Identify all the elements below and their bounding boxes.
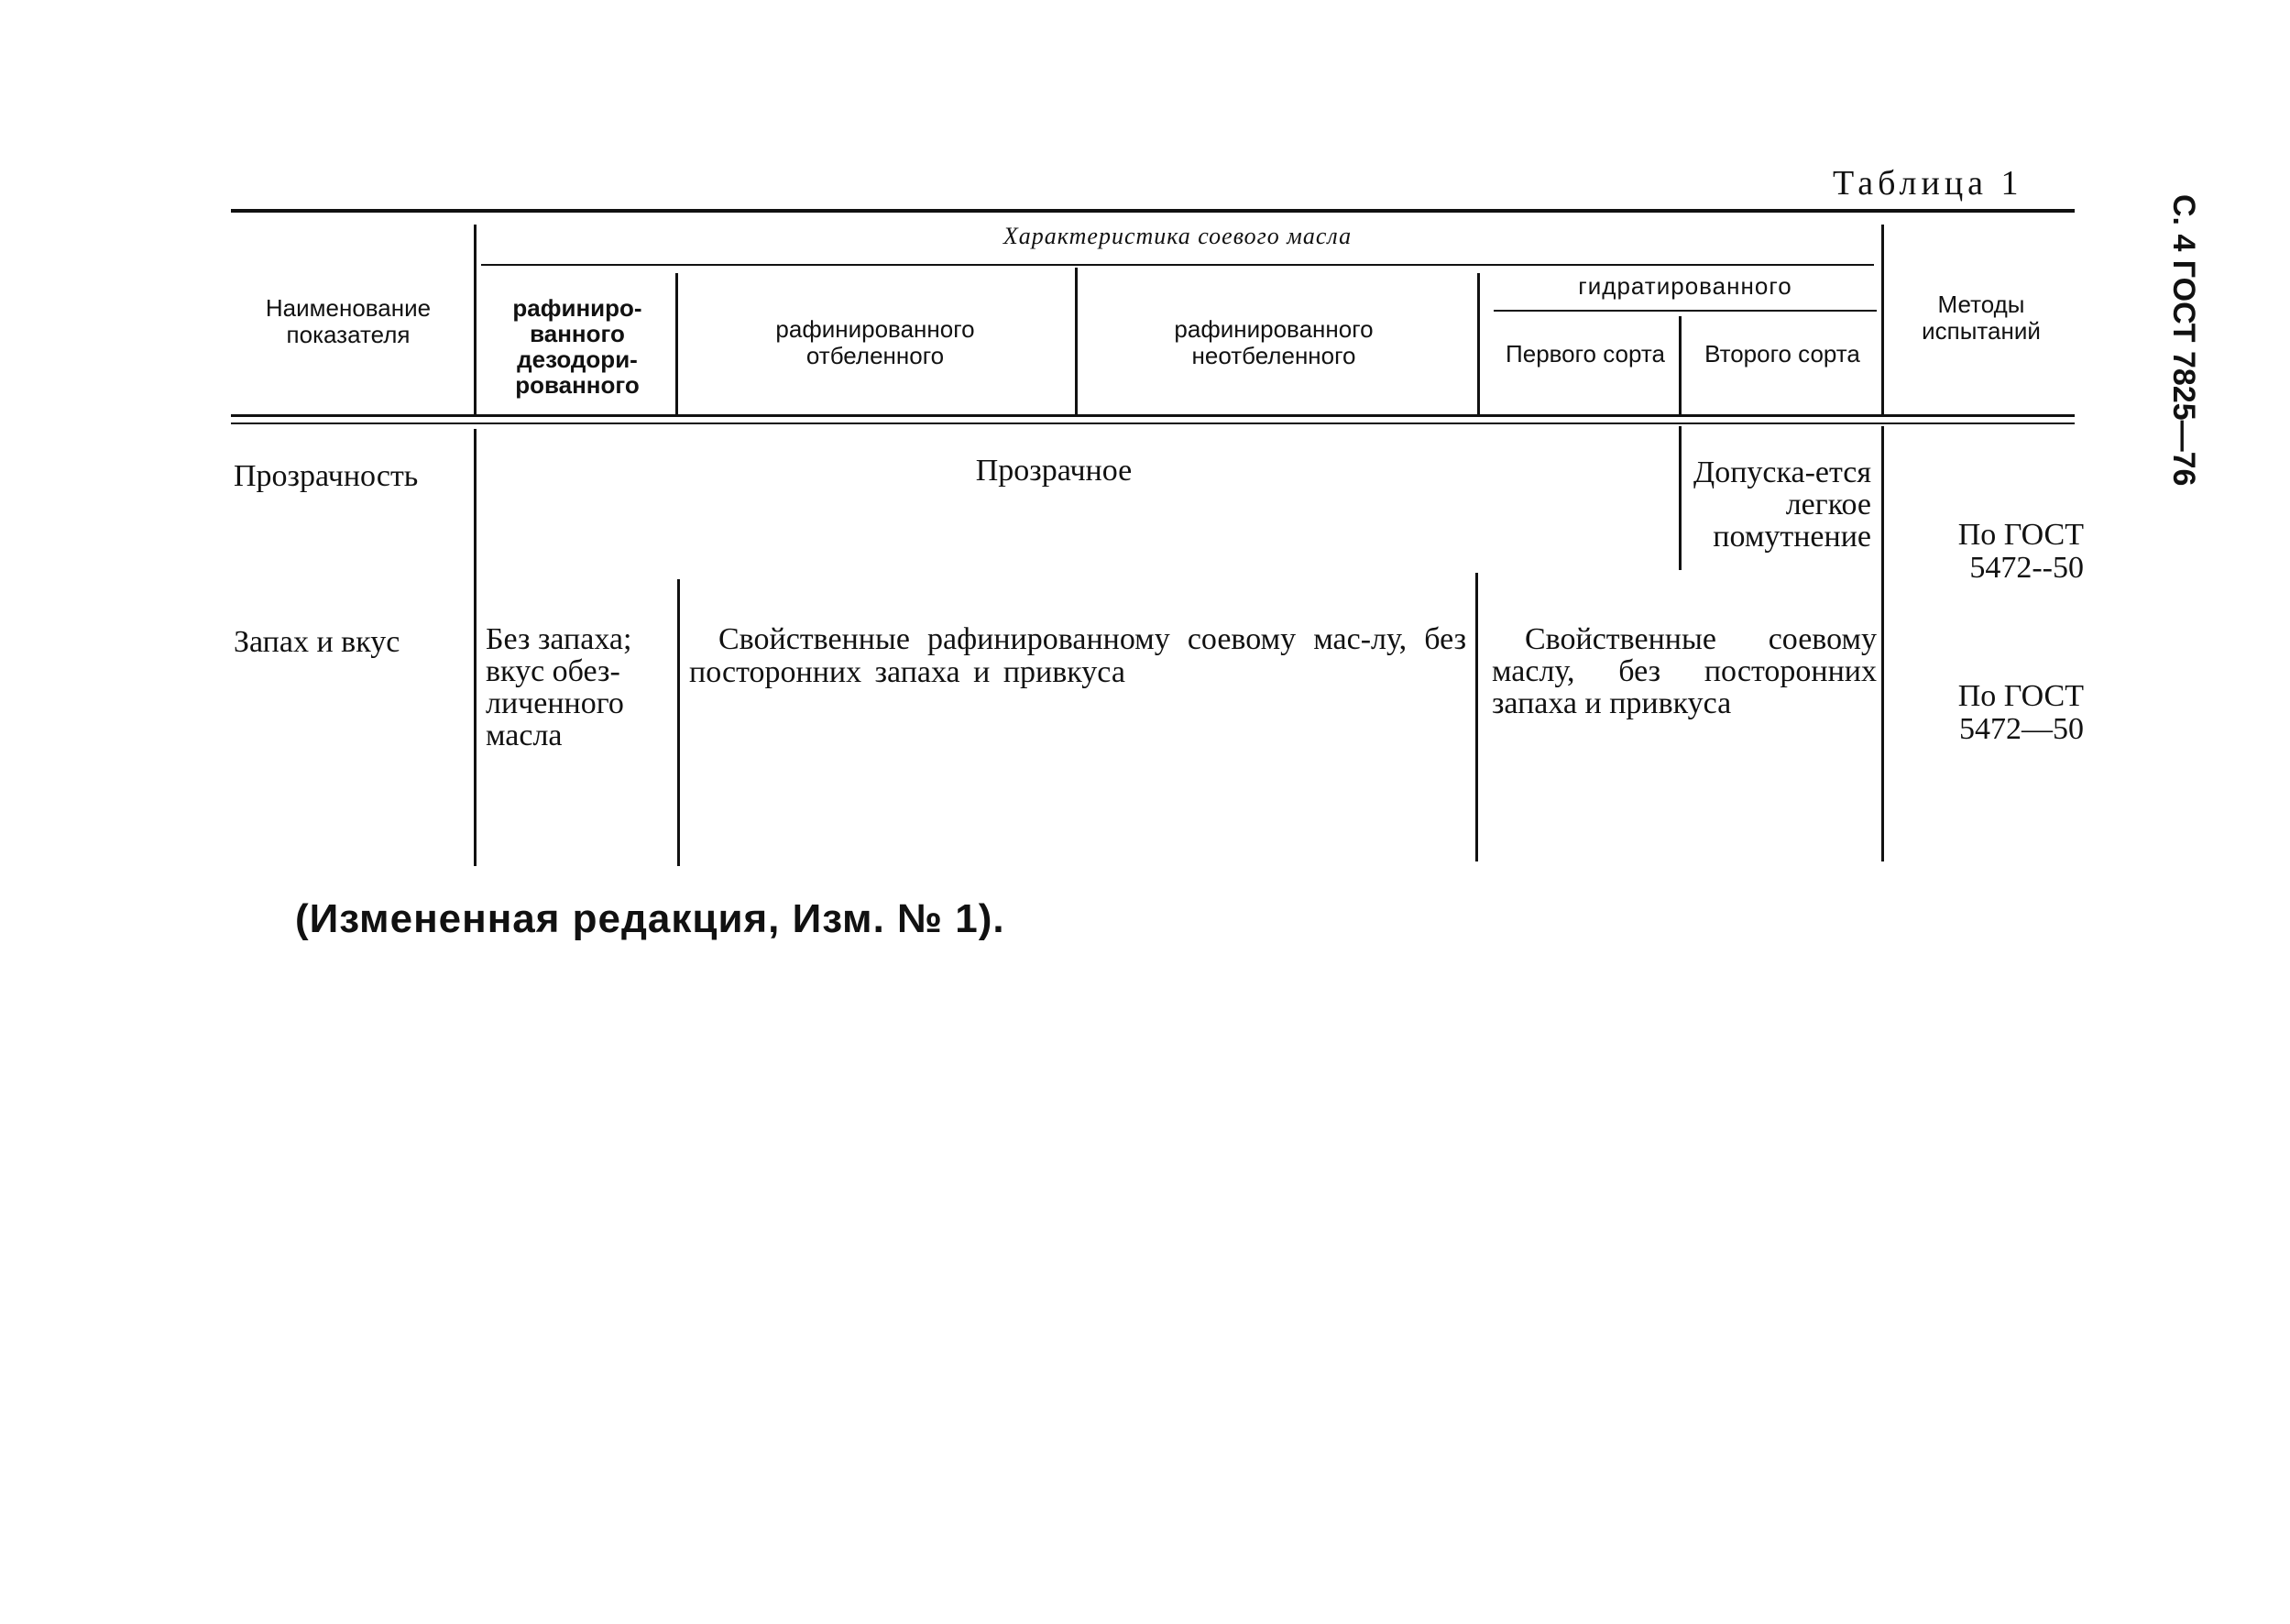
body-divider — [1475, 573, 1478, 861]
row-name-transparency: Прозрачность — [234, 459, 419, 493]
running-head: С. 4 ГОСТ 7825—76 — [2166, 194, 2201, 487]
group-header-rule — [481, 264, 1874, 266]
body-divider — [474, 429, 477, 866]
odor-method: По ГОСТ 5472—50 — [1957, 679, 2084, 746]
odor-deodorized-value: Без запаха; вкус обез-личенного масла — [486, 622, 632, 752]
col-divider — [1881, 225, 1884, 417]
header-second-grade: Второго сорта — [1704, 340, 1860, 368]
body-divider — [1679, 426, 1682, 570]
transparency-method: По ГОСТ 5472--50 — [1957, 518, 2084, 585]
header-bottom-rule — [231, 414, 2075, 417]
header-deodorized: рафиниро-ванного дезодори-рованного — [512, 294, 642, 399]
header-first-grade: Первого сорта — [1506, 340, 1665, 368]
header-unbleached: рафинированного неотбеленного — [1174, 315, 1374, 369]
row-name-odor-taste: Запах и вкус — [234, 625, 400, 659]
amendment-note: (Измененная редакция, Изм. № 1). — [295, 896, 1005, 941]
col-divider — [675, 273, 678, 417]
header-hydrated: гидратированного — [1578, 272, 1792, 300]
col-divider — [1477, 273, 1480, 417]
header-bottom-rule-2 — [231, 422, 2075, 424]
header-group-title: Характеристика соевого масла — [1003, 223, 1353, 249]
transparency-second-grade-value: Допуска-ется легкое помутнение — [1693, 455, 1871, 554]
transparency-value: Прозрачное — [975, 454, 1133, 488]
odor-hydrated-value: Свойственные соевому маслу, без посторонних запаха и привкуса — [1492, 622, 1877, 720]
header-methods: Методы испытаний — [1922, 291, 2041, 345]
col-divider — [1679, 316, 1682, 417]
col-divider — [1075, 268, 1078, 417]
header-indicator: Наименование показателя — [265, 294, 432, 348]
table-top-rule — [231, 209, 2075, 213]
odor-refined-value: Свойственные рафинированному соевому мас-лу, без посторонних запаха и привкуса — [689, 622, 1466, 689]
hydrated-header-rule — [1494, 310, 1877, 312]
header-bleached: рафинированного отбеленного — [775, 315, 975, 369]
table-label: Таблица 1 — [1833, 164, 2023, 203]
col-divider — [474, 225, 477, 417]
body-divider — [1881, 426, 1884, 861]
